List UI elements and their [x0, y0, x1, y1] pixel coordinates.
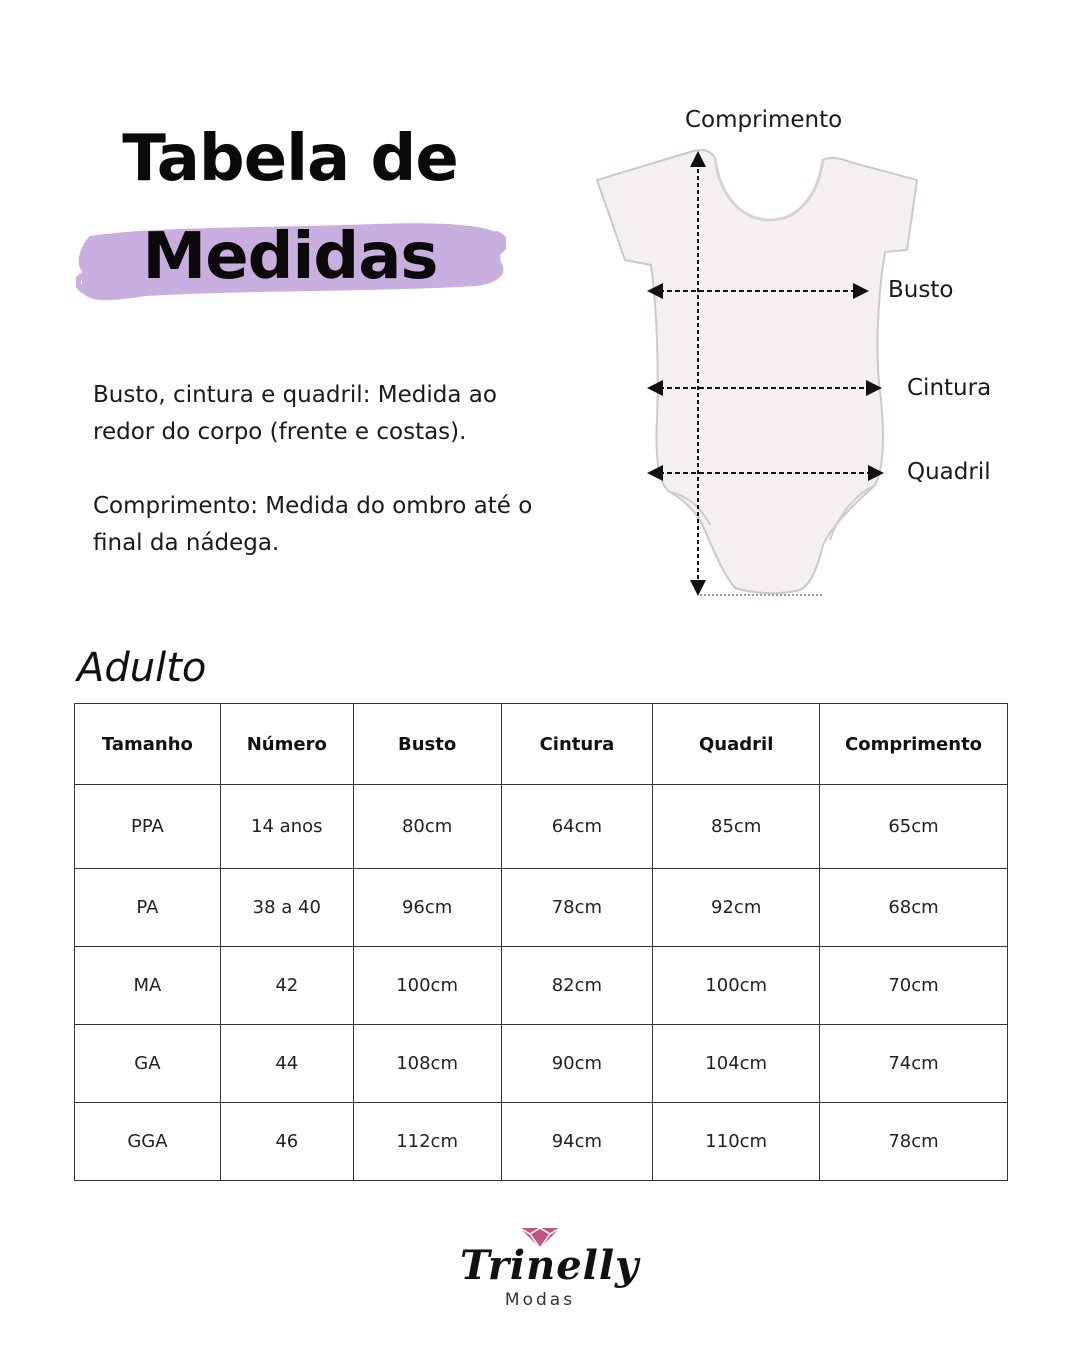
header-bust: Busto — [353, 704, 501, 785]
table-row — [75, 869, 1008, 947]
cell-number: 46 — [220, 1103, 353, 1181]
cell-number: 38 a 40 — [220, 869, 353, 947]
section-title-adult: Adulto — [77, 645, 207, 691]
label-length: Comprimento — [685, 107, 843, 133]
cell-length: 74cm — [820, 1025, 1008, 1103]
table-row — [75, 1103, 1008, 1181]
cell-number: 44 — [220, 1025, 353, 1103]
cell-hip: 85cm — [653, 785, 820, 869]
table-row — [75, 785, 1008, 869]
header-hip: Quadril — [653, 704, 820, 785]
cell-bust: 112cm — [353, 1103, 501, 1181]
cell-length: 68cm — [820, 869, 1008, 947]
cell-waist: 82cm — [501, 947, 653, 1025]
page-title-line1: Tabela de — [122, 122, 458, 196]
cell-length: 65cm — [820, 785, 1008, 869]
cell-hip: 110cm — [653, 1103, 820, 1181]
cell-size: PPA — [75, 785, 221, 869]
cell-bust: 96cm — [353, 869, 501, 947]
header-size: Tamanho — [75, 704, 221, 785]
label-waist: Cintura — [907, 375, 992, 401]
table-header-row — [75, 704, 1008, 785]
header-waist: Cintura — [501, 704, 653, 785]
cell-size: GA — [75, 1025, 221, 1103]
brand-name: Trinelly — [460, 1242, 640, 1289]
cell-length: 70cm — [820, 947, 1008, 1025]
measure-description-circumference: Busto, cintura e quadril: Medida ao redor do corpo (frente e costas). — [93, 382, 497, 445]
cell-hip: 92cm — [653, 869, 820, 947]
cell-bust: 108cm — [353, 1025, 501, 1103]
leotard-diagram — [585, 100, 1025, 610]
label-bust: Busto — [888, 277, 954, 303]
cell-size: MA — [75, 947, 221, 1025]
cell-waist: 78cm — [501, 869, 653, 947]
cell-length: 78cm — [820, 1103, 1008, 1181]
page-title-line2: Medidas — [142, 220, 438, 294]
table-row — [75, 1025, 1008, 1103]
cell-hip: 104cm — [653, 1025, 820, 1103]
leotard-shape — [597, 150, 917, 593]
measure-description-length: Comprimento: Medida do ombro até o final da nádega. — [93, 493, 533, 556]
cell-waist: 64cm — [501, 785, 653, 869]
brand-logo — [460, 1220, 640, 1315]
cell-waist: 94cm — [501, 1103, 653, 1181]
cell-number: 14 anos — [220, 785, 353, 869]
leotard-illustration — [585, 100, 1025, 610]
cell-size: PA — [75, 869, 221, 947]
header-number: Número — [220, 704, 353, 785]
cell-hip: 100cm — [653, 947, 820, 1025]
brand-subtitle: Modas — [504, 1290, 576, 1310]
cell-bust: 100cm — [353, 947, 501, 1025]
cell-waist: 90cm — [501, 1025, 653, 1103]
cell-bust: 80cm — [353, 785, 501, 869]
table-row — [75, 947, 1008, 1025]
header-length: Comprimento — [820, 704, 1008, 785]
size-table — [74, 703, 1008, 1181]
label-hip: Quadril — [907, 459, 991, 485]
cell-number: 42 — [220, 947, 353, 1025]
cell-size: GGA — [75, 1103, 221, 1181]
